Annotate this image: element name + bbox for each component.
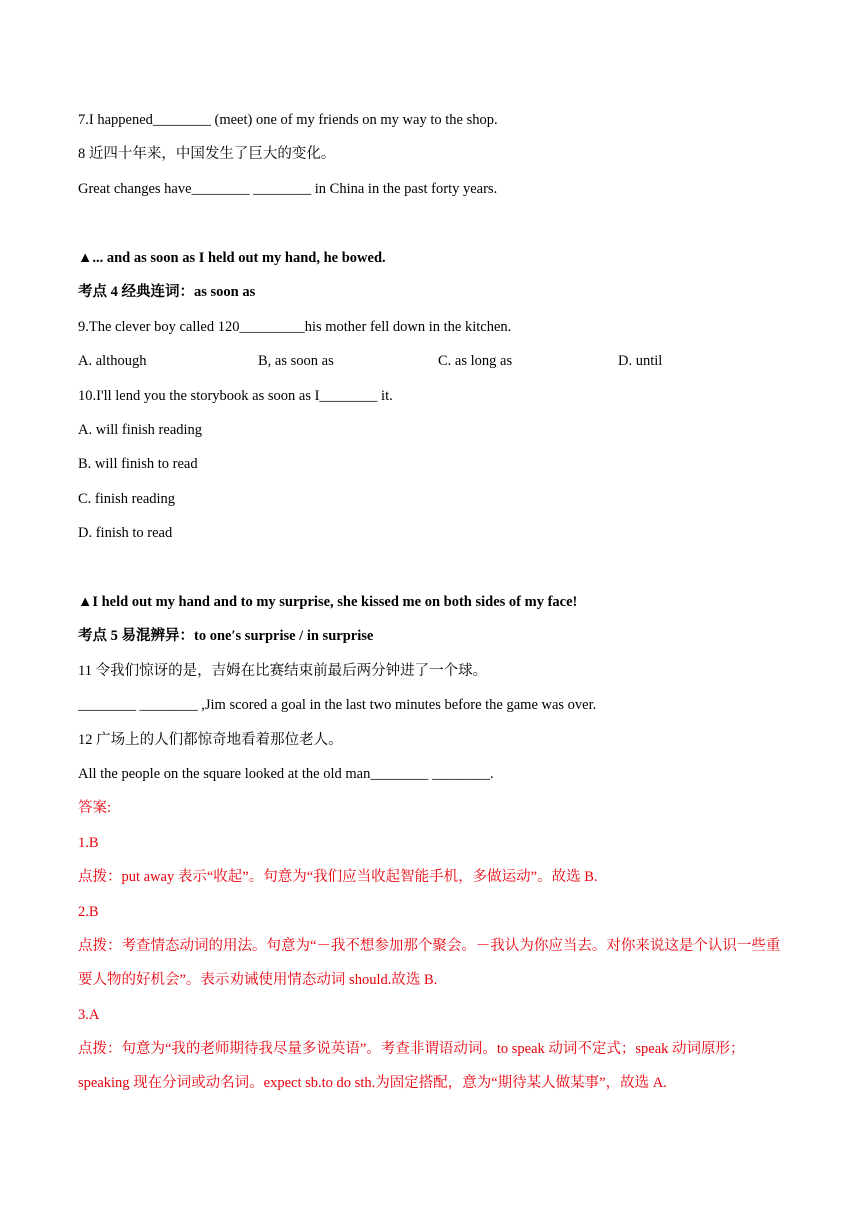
question-12-chinese: 12 广场上的人们都惊奇地看着那位老人。 [78, 732, 343, 748]
answer-2-note: 点拨：考查情态动词的用法。句意为“－我不想参加那个聚会。－我认为你应当去。对你来说这是个认识一些重要人物的好机会”。表示劝诫使用情态动词 should.故选 B. [78, 938, 781, 988]
answer-2: 2.B [78, 904, 99, 920]
section-5-quote: ▲I held out my hand and to my surprise, she kissed me on both sides of my face! [78, 594, 578, 610]
section-4-quote: ▲... and as soon as I held out my hand, he bowed. [78, 250, 386, 266]
question-12-english: All the people on the square looked at the old man________ ________. [78, 766, 494, 782]
answers-heading: 答案: [78, 800, 112, 816]
question-9-option-b: B, as soon as [258, 353, 334, 369]
question-11-english: ________ ________ ,Jim scored a goal in the last two minutes before the game was over. [78, 697, 597, 713]
question-10-option-a: A. will finish reading [78, 422, 203, 438]
answer-3-note: 点拨：句意为“我的老师期待我尽量多说英语”。考查非谓语动词。to speak 动词不定式；speak 动词原形；speaking 现在分词或动名词。expect sb.to do sth.为固定搭配，意为“期待某人做某事”，故选 A. [78, 1041, 745, 1091]
question-9: 9.The clever boy called 120_________his mother fell down in the kitchen. [78, 319, 512, 335]
question-8-chinese: 8 近四十年来，中国发生了巨大的变化。 [78, 146, 336, 162]
question-11-chinese: 11 令我们惊讶的是，吉姆在比赛结束前最后两分钟进了一个球。 [78, 663, 488, 679]
question-9-option-a: A. although [78, 353, 147, 369]
section-4-title: 考点 4 经典连词：as soon as [78, 284, 256, 300]
question-8-english: Great changes have________ ________ in China in the past forty years. [78, 181, 498, 197]
question-10-option-d: D. finish to read [78, 525, 173, 541]
question-10-option-b: B. will finish to read [78, 456, 198, 472]
question-10: 10.I'll lend you the storybook as soon as I________ it. [78, 388, 393, 404]
question-7: 7.I happened________ (meet) one of my friends on my way to the shop. [78, 112, 498, 128]
question-10-option-c: C. finish reading [78, 491, 176, 507]
answer-1-note: 点拨：put away 表示“收起”。句意为“我们应当收起智能手机，多做运动”。故选 B. [78, 869, 598, 885]
section-5-title: 考点 5 易混辨异：to one′s surprise / in surprise [78, 628, 374, 644]
question-9-option-c: C. as long as [438, 353, 513, 369]
answer-3: 3.A [78, 1007, 100, 1023]
question-9-option-d: D. until [618, 353, 663, 369]
answer-1: 1.B [78, 835, 99, 851]
